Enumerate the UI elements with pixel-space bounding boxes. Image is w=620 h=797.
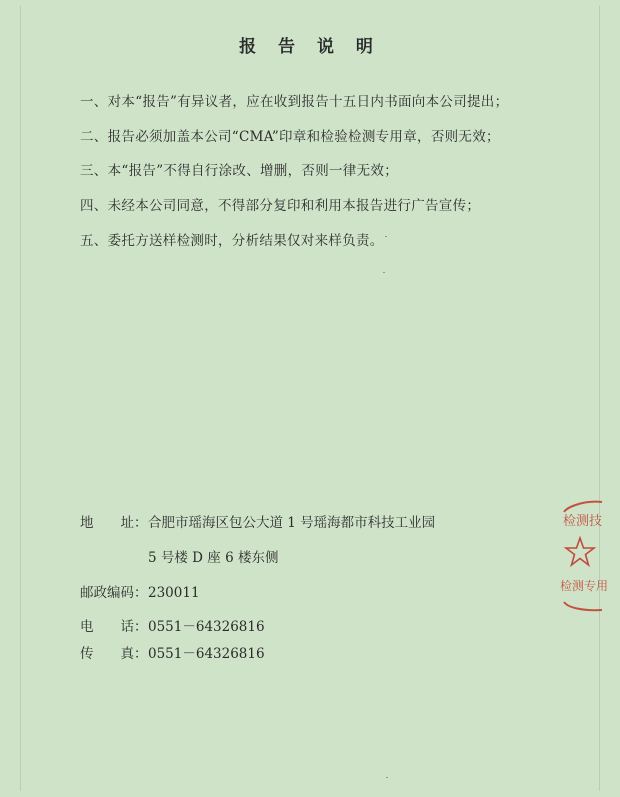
notice-item-3 — [80, 159, 398, 179]
postcode-label: 邮政编码： — [80, 585, 148, 601]
notice-number: 五、 — [80, 233, 108, 249]
notice-number: 二、 — [80, 129, 108, 145]
scan-speck — [385, 236, 387, 237]
notice-item-2 — [80, 125, 500, 145]
notice-item-1 — [80, 90, 508, 110]
seal-text-top: 检测技 — [563, 514, 603, 529]
notice-text: 对本“报告”有异议者，应在收到报告十五日内书面向本公司提出； — [107, 94, 509, 110]
notice-text: 未经本公司同意，不得部分复印和利用本报告进行广告宣传； — [107, 198, 481, 214]
address-line-2: 5 号楼 D 座 6 楼东侧 — [148, 550, 279, 566]
notice-number: 四、 — [80, 198, 108, 214]
scan-speck — [386, 777, 388, 778]
postcode-value: 230011 — [148, 585, 200, 601]
page-frame — [20, 6, 603, 791]
postcode-row — [80, 581, 200, 601]
notice-text: 本“报告”不得自行涂改、增删，否则一律无效； — [107, 163, 399, 179]
seal-text-bottom: 检测专用 — [560, 579, 609, 593]
address-row — [80, 511, 435, 531]
scan-speck — [383, 272, 385, 273]
notice-text: 委托方送样检测时，分析结果仅对来样负责。 — [107, 233, 384, 249]
official-seal — [558, 498, 609, 612]
seal-star-icon — [566, 538, 594, 565]
fax-value: 0551－64326816 — [148, 646, 265, 662]
phone-label: 电 话： — [80, 619, 148, 635]
address-label: 地 址： — [80, 515, 148, 531]
notice-item-5 — [80, 229, 384, 249]
phone-value: 0551－64326816 — [148, 619, 265, 635]
address-value: 合肥市瑶海区包公大道 1 号瑶海都市科技工业园 — [148, 515, 436, 531]
notice-number: 三、 — [80, 163, 108, 179]
notice-text: 报告必须加盖本公司“CMA”印章和检验检测专用章，否则无效； — [107, 129, 500, 145]
phone-row — [80, 615, 265, 635]
notice-number: 一、 — [80, 94, 108, 110]
fax-row — [80, 642, 265, 662]
notice-item-4 — [80, 194, 480, 214]
document-title: 报 告 说 明 — [239, 37, 381, 57]
fax-label: 传 真： — [80, 646, 148, 662]
